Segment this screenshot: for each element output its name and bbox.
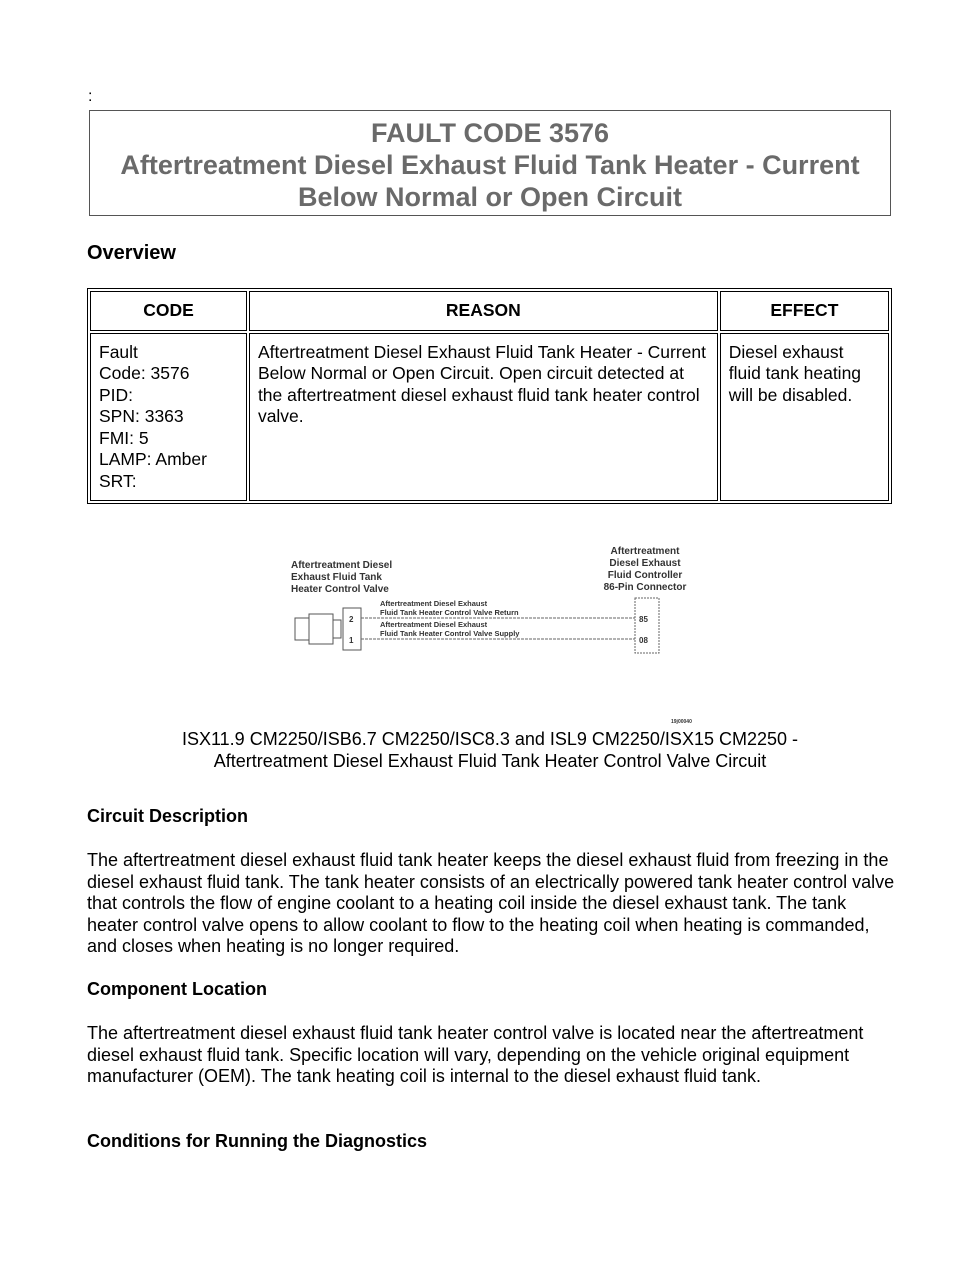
circuit-diagram [285, 540, 705, 725]
supply-wire-label-2: Fluid Tank Heater Control Valve Supply [380, 629, 520, 638]
circuit-description-heading: Circuit Description [87, 806, 249, 826]
figure-caption [100, 728, 880, 772]
controller-label-line2: Diesel Exhaust [609, 558, 681, 569]
component-location-text: The aftertreatment diesel exhaust fluid tank heater control valve is located near the aftertreatment diesel exhaust fluid tank. Specific location will vary, depending on the vehicle original equipment manufacturer (OEM). The tank heating coil is internal to the diesel exhaust fluid tank. [87, 1023, 864, 1086]
figure-id: 19j00040 [671, 719, 692, 725]
code-cell [90, 333, 247, 502]
valve-pin-2: 2 [349, 615, 354, 624]
controller-pin-08: 08 [639, 636, 648, 645]
column-header-reason: REASON [249, 291, 718, 331]
fault-title-line2: Aftertreatment Diesel Exhaust Fluid Tank Heater - Current [120, 150, 860, 180]
fault-title-line3: Below Normal or Open Circuit [297, 182, 683, 212]
reason-cell: Aftertreatment Diesel Exhaust Fluid Tank Heater - Current Below Normal or Open Circuit. Open circuit detected at the aftertreatment diesel exhaust fluid tank heater control valve. [249, 333, 718, 502]
leading-colon: : [88, 88, 93, 105]
code-line-spn: SPN: 3363 [99, 406, 184, 426]
overview-heading: Overview [87, 242, 176, 264]
supply-wire-label-1: Aftertreatment Diesel Exhaust [380, 620, 488, 629]
return-wire-label-2: Fluid Tank Heater Control Valve Return [380, 608, 519, 617]
valve-label-line1: Aftertreatment Diesel [291, 560, 393, 571]
code-line-fault: Fault [99, 341, 138, 362]
caption-line2: Aftertreatment Diesel Exhaust Fluid Tank Heater Control Valve Circuit [213, 751, 767, 771]
code-line-lamp: LAMP: Amber [99, 449, 207, 469]
overview-table [87, 288, 892, 504]
code-line-pid: PID: [99, 384, 134, 405]
return-wire-label-1: Aftertreatment Diesel Exhaust [380, 599, 488, 608]
valve-pin-1: 1 [349, 636, 354, 645]
conditions-heading: Conditions for Running the Diagnostics [87, 1131, 427, 1151]
valve-label-line2: Exhaust Fluid Tank [291, 572, 382, 583]
circuit-description-text: The aftertreatment diesel exhaust fluid tank heater keeps the diesel exhaust fluid from freezing in the diesel exhaust fluid tank. The tank heater consists of an electrically powered tank heater control valve that controls the flow of engine coolant to a heating coil inside the diesel exhaust tank. The tank heater control valve opens to allow coolant to flow to the heating coil when heating is commanded, and closes when heating is no longer required. [87, 850, 895, 956]
table-row [90, 333, 889, 502]
controller-pin-85: 85 [639, 615, 648, 624]
caption-line1: ISX11.9 CM2250/ISB6.7 CM2250/ISC8.3 and ISL9 CM2250/ISX15 CM2250 - [181, 729, 799, 749]
table-header-row [90, 291, 889, 331]
column-header-code: CODE [90, 291, 247, 331]
code-line-srt: SRT: [99, 470, 137, 491]
controller-label-line4: 86-Pin Connector [603, 582, 687, 593]
valve-label-line3: Heater Control Valve [291, 584, 389, 595]
controller-label-line1: Aftertreatment [610, 546, 680, 557]
effect-cell: Diesel exhaust fluid tank heating will be disabled. [720, 333, 889, 502]
controller-label-line3: Fluid Controller [607, 570, 683, 581]
code-line-fmi: FMI: 5 [99, 427, 149, 448]
component-location-heading: Component Location [87, 979, 267, 999]
fault-title-box [89, 110, 891, 216]
column-header-effect: EFFECT [720, 291, 889, 331]
fault-code-title: FAULT CODE 3576 [370, 118, 610, 148]
code-line-code: Code: 3576 [99, 363, 190, 383]
